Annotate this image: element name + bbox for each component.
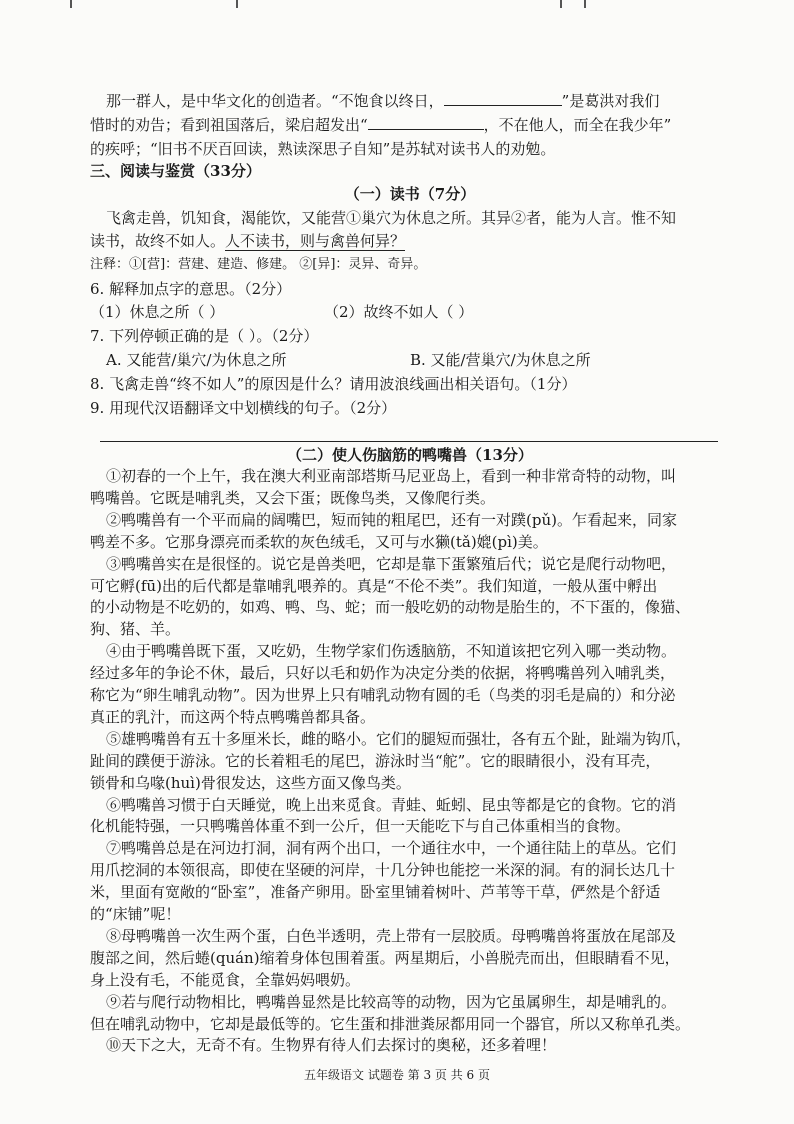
passage2-line: 狗、猪、羊。 bbox=[90, 620, 181, 639]
question-6-item-1[interactable]: （1）休息之所（ ） bbox=[90, 303, 225, 321]
fill-in-text: 惜时的劝告；看到祖国落后，梁启超发出“ bbox=[90, 116, 368, 134]
question-6-options bbox=[90, 301, 730, 323]
passage2-line: ⑦鸭嘴兽总是在河边打洞，洞有两个出口，一个通往水中，一个通往陆上的草丛。它们 bbox=[106, 839, 677, 858]
passage2-line: ⑥鸭嘴兽习惯于白天睡觉，晚上出来觅食。青蛙、蚯蚓、昆虫等都是它的食物。它的消 bbox=[106, 795, 677, 814]
passage2-line: 但在哺乳动物中，它却是最低等的。它生蛋和排泄粪尿都用同一个器官，所以又称单孔类。 bbox=[90, 1014, 691, 1033]
passage1-line-1: 飞禽走兽，饥知食，渴能饮，又能营①巢穴为休息之所。其异②者，能为人言。惟不知 bbox=[106, 209, 677, 227]
passage2-line: 化机能特强，一只鸭嘴兽体重不到一公斤，但一天能吃下与自己体重相当的食物。 bbox=[90, 817, 631, 836]
answer-line[interactable] bbox=[100, 441, 718, 442]
fill-in-text: ”是葛洪对我们 bbox=[561, 92, 660, 110]
passage2-line: 身上没有毛，不能觅食，全靠妈妈喂奶。 bbox=[90, 970, 361, 989]
passage2-line: ⑤雄鸭嘴兽有五十多厘米长，雌的略小。它们的腿短而强壮，各有五个趾，趾端为钩爪， bbox=[106, 729, 692, 748]
passage2-line: 锁骨和乌喙(huì)骨很发达，这些方面又像鸟类。 bbox=[90, 773, 411, 792]
question-6-item-2[interactable]: （2）故终不如人（ ） bbox=[324, 303, 474, 321]
fill-in-text: ，不在他人，而全在我少年” bbox=[483, 116, 672, 134]
passage1-title: （一）读书（7分） bbox=[344, 185, 476, 203]
passage2-line: 经过多年的争论不休，最后，只好以毛和奶作为决定分类的依据，将鸭嘴兽列入哺乳类， bbox=[90, 664, 676, 683]
passage2-line: 的小动物是不吃奶的，如鸡、鸭、鸟、蛇；而一般吃奶的动物是胎生的，不下蛋的，像猫、 bbox=[90, 598, 691, 617]
option-a[interactable]: A. 又能营/巢穴/为休息之所 bbox=[106, 351, 287, 369]
passage2-line: 趾间的蹼便于游泳。它的长着粗毛的尾巴，游泳时当“舵”。它的眼睛很小，没有耳壳， bbox=[90, 751, 661, 770]
passage2-title: （二）使人伤脑筋的鸭嘴兽（13分） bbox=[287, 446, 533, 464]
passage2-line: 鸭差不多。它那身漂亮而柔软的灰色绒毛，又可与水獭(tǎ)媲(pì)美。 bbox=[90, 532, 548, 551]
page-footer: 五年级语文 试题卷 第 3 页 共 6 页 bbox=[304, 1068, 490, 1082]
question-6: 6. 解释加点字的意思。（2分） bbox=[90, 280, 292, 298]
passage1-note: 注释：①[营]：营建、建造、修建。 ②[异]：灵异、奇异。 bbox=[90, 257, 427, 272]
passage2-line: ④由于鸭嘴兽既下蛋，又吃奶，生物学家们伤透脑筋，不知道该把它列入哪一类动物。 bbox=[106, 642, 677, 661]
fill-in-line-1 bbox=[106, 90, 746, 112]
passage2-line: 米，里面有宽敞的“卧室”，准备产卵用。卧室里铺着树叶、芦苇等干草，俨然是个舒适 bbox=[90, 883, 661, 902]
fill-in-line-3: 的疾呼；“旧书不厌百回读，熟读深思子自知”是苏轼对读书人的劝勉。 bbox=[90, 140, 556, 158]
passage1-line-2 bbox=[90, 230, 730, 252]
underlined-sentence: 人不读书，则与禽兽何异？ bbox=[225, 232, 406, 250]
passage2-line: 的“床铺”呢！ bbox=[90, 905, 181, 923]
passage2-line: 用爪挖洞的本领很高，即使在坚硬的河岸，十几分钟也能挖一米深的洞。有的洞长达几十 bbox=[90, 861, 676, 880]
passage2-line: 称它为“卵生哺乳动物”。因为世界上只有哺乳动物有圆的毛（鸟类的羽毛是扁的）和分泌 bbox=[90, 686, 676, 704]
top-scan-marks bbox=[0, 0, 794, 10]
passage2-line: 可它孵(fū)出的后代都是靠哺乳喂养的。真是“不伦不类”。我们知道，一般从蛋中孵出 bbox=[90, 576, 658, 595]
question-9: 9. 用现代汉语翻译文中划横线的句子。（2分） bbox=[90, 399, 397, 417]
passage2-line: 腹部之间，然后蜷(quán)缩着身体包围着蛋。两星期后，小兽脱壳而出，但眼睛看不见， bbox=[90, 948, 680, 967]
section-title: 三、阅读与鉴赏（33分） bbox=[90, 162, 261, 180]
passage2-last-line: ⑩天下之大，无奇不有。生物界有待人们去探讨的奥秘，还多着哩！ bbox=[106, 1034, 746, 1056]
passage1-text: 读书，故终不如人。 bbox=[90, 232, 226, 250]
passage2-line: ③鸭嘴兽实在是很怪的。说它是兽类吧，它却是靠下蛋繁殖后代；说它是爬行动物吧， bbox=[106, 554, 677, 573]
fill-in-text: 那一群人，是中华文化的创造者。“不饱食以终日， bbox=[106, 92, 444, 110]
option-b[interactable]: B. 又能/营巢穴/为休息之所 bbox=[410, 351, 591, 369]
answer-blank-2[interactable] bbox=[368, 114, 484, 130]
passage2-line: 真正的乳汁，而这两个特点鸭嘴兽都具备。 bbox=[90, 707, 376, 726]
question-7: 7. 下列停顿正确的是（ ）。（2分） bbox=[90, 327, 319, 345]
passage2-line: ②鸭嘴兽有一个平而扁的阔嘴巴，短而钝的粗尾巴，还有一对蹼(pǔ)。乍看起来，同家 bbox=[106, 510, 677, 529]
passage2-line: 鸭嘴兽。它既是哺乳类，又会下蛋；既像鸟类，又像爬行类。 bbox=[90, 488, 496, 507]
passage2-line: ⑨若与爬行动物相比，鸭嘴兽显然是比较高等的动物，因为它虽属卵生，却是哺乳的。 bbox=[106, 992, 677, 1011]
fill-in-line-2 bbox=[90, 114, 730, 136]
answer-blank-1[interactable] bbox=[444, 90, 562, 106]
question-8: 8. 飞禽走兽“终不如人”的原因是什么？请用波浪线画出相关语句。（1分） bbox=[90, 375, 577, 393]
passage2-line: ①初春的一个上午，我在澳大利亚南部塔斯马尼亚岛上，看到一种非常奇特的动物，叫 bbox=[106, 467, 677, 485]
passage2-line: ⑧母鸭嘴兽一次生两个蛋，白色半透明，壳上带有一层胶质。母鸭嘴兽将蛋放在尾部及 bbox=[106, 926, 677, 945]
